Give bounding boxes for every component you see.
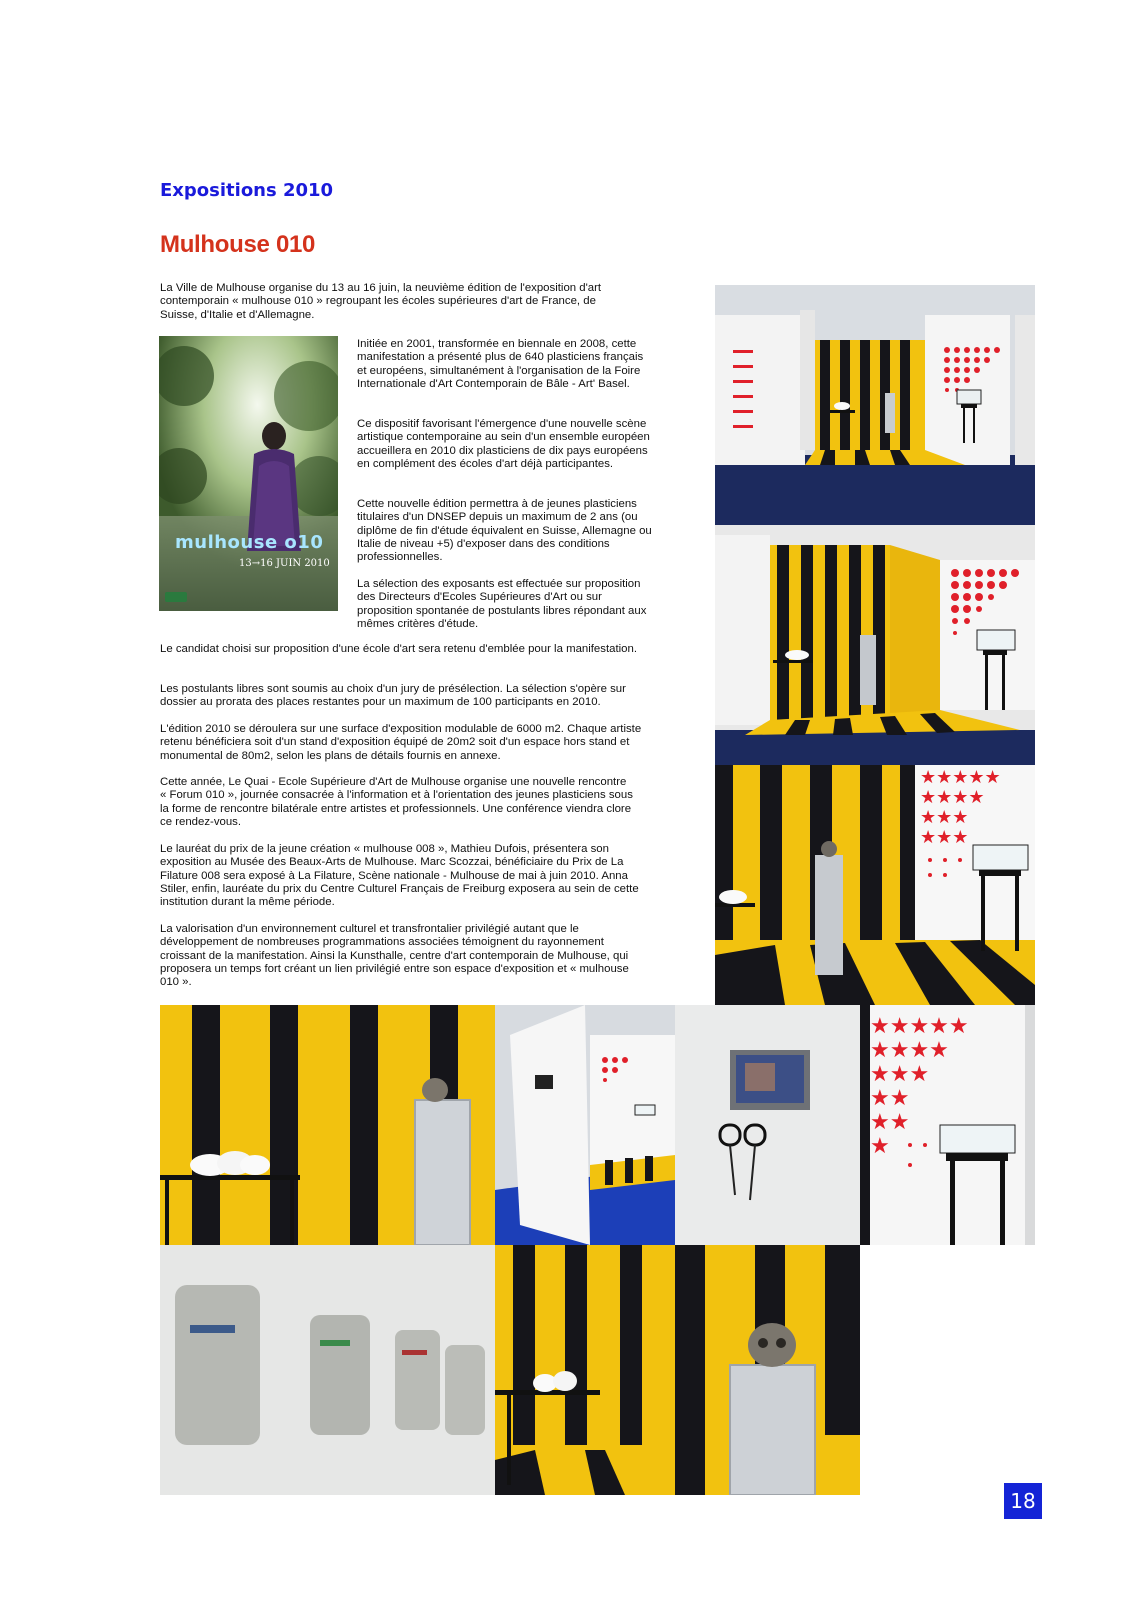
svg-text:★★: ★★ [870,1086,910,1111]
photo-stand-overview [715,285,1035,525]
svg-text:★★★★: ★★★★ [920,787,985,808]
body-paragraph: Le candidat choisi sur proposition d'une école d'art sera retenu d'emblée pour la manifestation. [160,643,637,655]
svg-text:★★★: ★★★ [920,807,969,828]
body-paragraph: L'édition 2010 se déroulera sur une surface d'exposition modulable de 6000 m2. Chaque artiste retenu bénéficiera soit d'un stand d'exposition équipé de 20m2 soit d'un espace hors stand et monumental de 80m2, selon les plans de détails fournis en annexe. [160,723,642,762]
body-paragraph: Les postulants libres sont soumis au choix d'un jury de présélection. La sélection s'opère sur dossier au prorata des places restantes pour un maximum de 100 participants en 2010. [160,683,626,709]
page-title: Mulhouse 010 [160,231,316,258]
photo-plaster-sacks [160,1245,495,1495]
svg-text:★★★★★: ★★★★★ [870,1014,969,1039]
poster-logo: mulhouse o10 [175,532,324,553]
svg-text:★: ★ [870,1134,890,1159]
photo-skull-pedestal [675,1245,860,1495]
intro-paragraph: La Ville de Mulhouse organise du 13 au 16 juin, la neuvième édition de l'exposition d'art contemporain « mulhouse 010 » regroupant les écoles supérieures d'art de France, de Suisse, d'Italie et d'Allemagne. [160,282,602,321]
body-paragraph: La valorisation d'un environnement culturel et transfrontalier privilégié autant que le développement de nombreuses programmations associées témoignent du rayonnement croissant de la manifestation. Ainsi la Kunsthalle, centre d'art contemporain de Mulhouse, qui proposera un temps fort créant un lien privilégié entre son espace d'exposition et « mulhouse 010 ». [160,923,629,989]
body-paragraph: Cette année, Le Quai - Ecole Supérieure d'Art de Mulhouse organise une nouvelle rencontre « Forum 010 », journée consacrée à l'information et à l'orientation des jeunes plasticiens sous la forme de rencontre bilatérale entre artistes et professionnels. Une conférence viendra clore ce rendez-vous. [160,776,633,828]
section-heading: Expositions 2010 [160,180,334,201]
photo-stand-angled [715,525,1035,765]
side-paragraph: Initiée en 2001, transformée en biennale en 2008, cette manifestation a présenté plus de 640 plasticiens français et européens, simultanément à l'organisation de la Foire Internationale d'Art Contemporain de Bâle - Art' Basel. [357,338,644,390]
svg-text:★★★: ★★★ [870,1062,930,1087]
body-paragraph: Le lauréat du prix de la jeune création « mulhouse 008 », Mathieu Dufois, présentera son exposition au Musée des Beaux-Arts de Mulhouse. Marc Scozzai, bénéficiaire du Prix de La Filature 008 sera exposé à La Filature, Scène nationale - Mulhouse de mai à juin 2010. Anna Stiler, enfin, lauréate du prix du Centre Culturel Français de Freiburg exposera au sein de cette institution durant la même période. [160,843,639,909]
side-paragraph: La sélection des exposants est effectuée sur proposition des Directeurs d'Ecoles Supérieures d'Art ou sur proposition spontanée de postulants libres répondant aux mêmes critères d'étude. [357,578,647,630]
page-number-badge: 18 [1004,1483,1042,1519]
svg-text:★★★★: ★★★★ [870,1038,949,1063]
side-paragraph: Cette nouvelle édition permettra à de jeunes plasticiens titulaires d'un DNSEP depuis un maximum de 2 ans (ou diplôme de fin d'étude équivalent en Suisse, Allemagne ou Italie de niveau +5) d'exposer dans des conditions professionnelles. [357,498,652,564]
photo-stars-display [860,1005,1035,1245]
photo-stand-closeup [715,765,1035,1005]
poster-image [159,336,338,611]
photo-exhibition-space [495,1005,675,1245]
svg-text:★★★: ★★★ [920,827,969,848]
photo-shelf-detail [495,1245,675,1495]
poster-dates: 13→16 JUIN 2010 [239,558,330,569]
poster-sponsor-logo [165,592,187,602]
svg-text:★★: ★★ [870,1110,910,1135]
svg-text:★★★★★: ★★★★★ [920,767,1001,788]
photo-shelf-and-skull [160,1005,495,1245]
photo-video-screen [675,1005,860,1245]
side-paragraph: Ce dispositif favorisant l'émergence d'une nouvelle scène artistique contemporaine au sein d'un ensemble européen accueillera en 2010 dix plasticiens de dix pays européens en complément des écoles d'art déjà participantes. [357,418,650,470]
